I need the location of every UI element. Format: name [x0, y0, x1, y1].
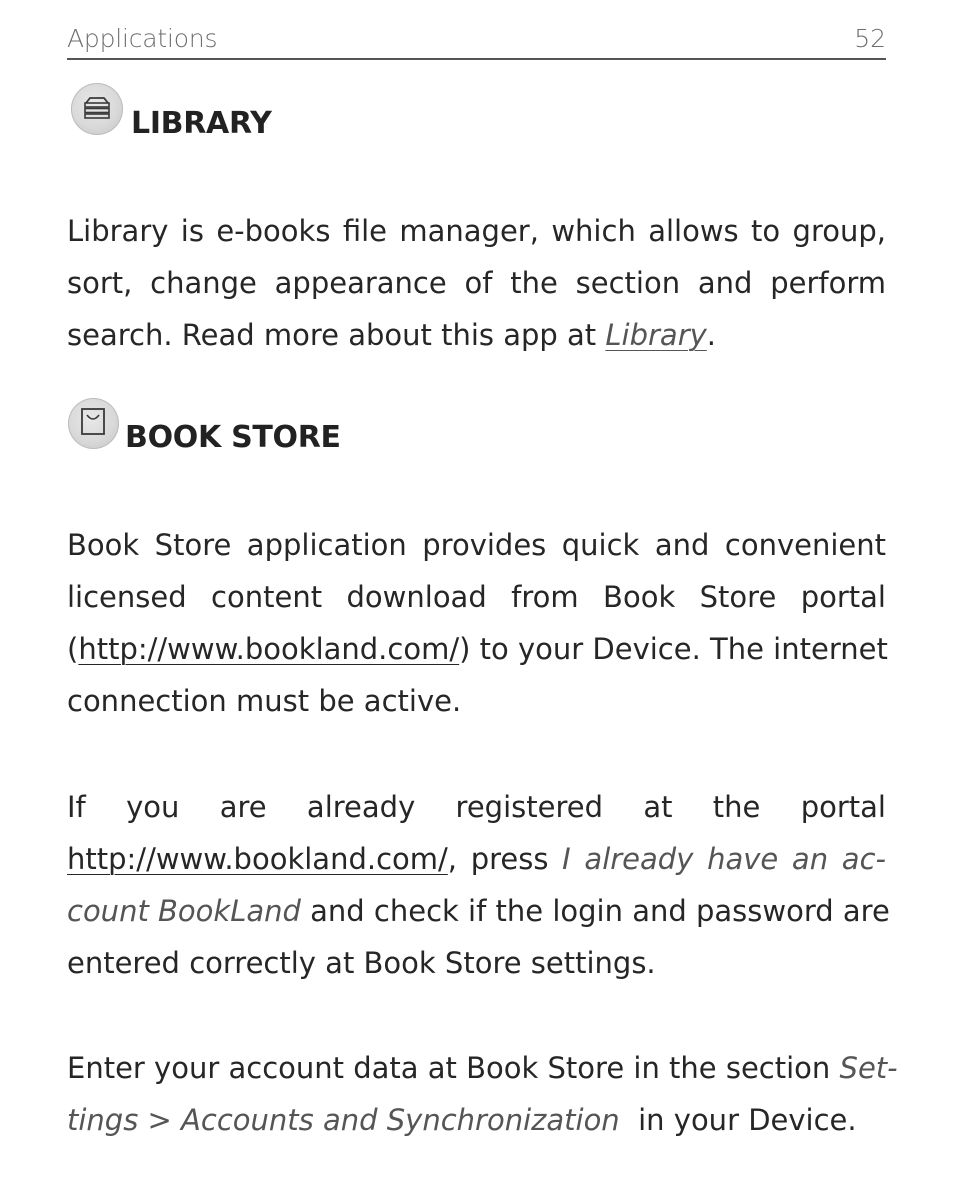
settings-path-text: tings > Accounts and Synchronization	[67, 1103, 620, 1137]
book-store-bag-icon	[68, 398, 119, 449]
library-desc-line	[67, 309, 886, 361]
paragraph-text: in your Device.	[619, 1103, 857, 1137]
bookland-url-link[interactable]: http://www.bookland.com/	[67, 842, 448, 876]
library-desc-text: search. Read more about this app at	[67, 318, 606, 352]
paragraph-line	[67, 1094, 886, 1146]
paragraph-line: licensed content download from Book Store portal	[67, 580, 886, 614]
page-header	[67, 22, 886, 60]
paragraph-text: (	[67, 632, 79, 666]
section-title: Applications	[67, 24, 218, 53]
library-desc-text: .	[706, 318, 717, 352]
settings-path-text: Set-	[839, 1051, 898, 1085]
book-store-paragraph-2	[67, 781, 890, 989]
paragraph-line	[67, 623, 886, 675]
button-reference-text: count BookLand	[67, 894, 301, 928]
library-link[interactable]: Library	[605, 318, 707, 352]
paragraph-line: Book Store application provides quick and convenient	[67, 528, 886, 562]
paragraph-line	[67, 1042, 898, 1094]
library-shelf-icon	[71, 83, 123, 135]
paragraph-line: If you are already registered at the portal	[67, 790, 886, 824]
paragraph-line: connection must be active.	[67, 684, 462, 718]
paragraph-text: Enter your account data at Book Store in the section	[67, 1051, 840, 1085]
library-desc-line: sort, change appearance of the section and perform	[67, 266, 886, 300]
paragraph-line	[67, 885, 890, 937]
library-heading: LIBRARY	[131, 106, 272, 141]
book-store-paragraph-3	[67, 1042, 898, 1146]
page-number: 52	[854, 24, 886, 53]
bookland-url-link[interactable]: http://www.bookland.com/	[78, 632, 460, 666]
book-store-paragraph-1	[67, 519, 886, 727]
library-desc-line: Library is e-books file manager, which allows to group,	[67, 214, 886, 248]
paragraph-text: , press	[447, 842, 563, 876]
paragraph-line	[67, 833, 886, 885]
library-description	[67, 205, 886, 361]
book-store-heading: BOOK STORE	[125, 420, 341, 455]
button-reference-text: I already have an ac-	[562, 842, 886, 876]
paragraph-text: ) to your Device. The internet	[459, 632, 888, 666]
paragraph-line: entered correctly at Book Store settings.	[67, 946, 656, 980]
paragraph-text: and check if the login and password are	[300, 894, 890, 928]
